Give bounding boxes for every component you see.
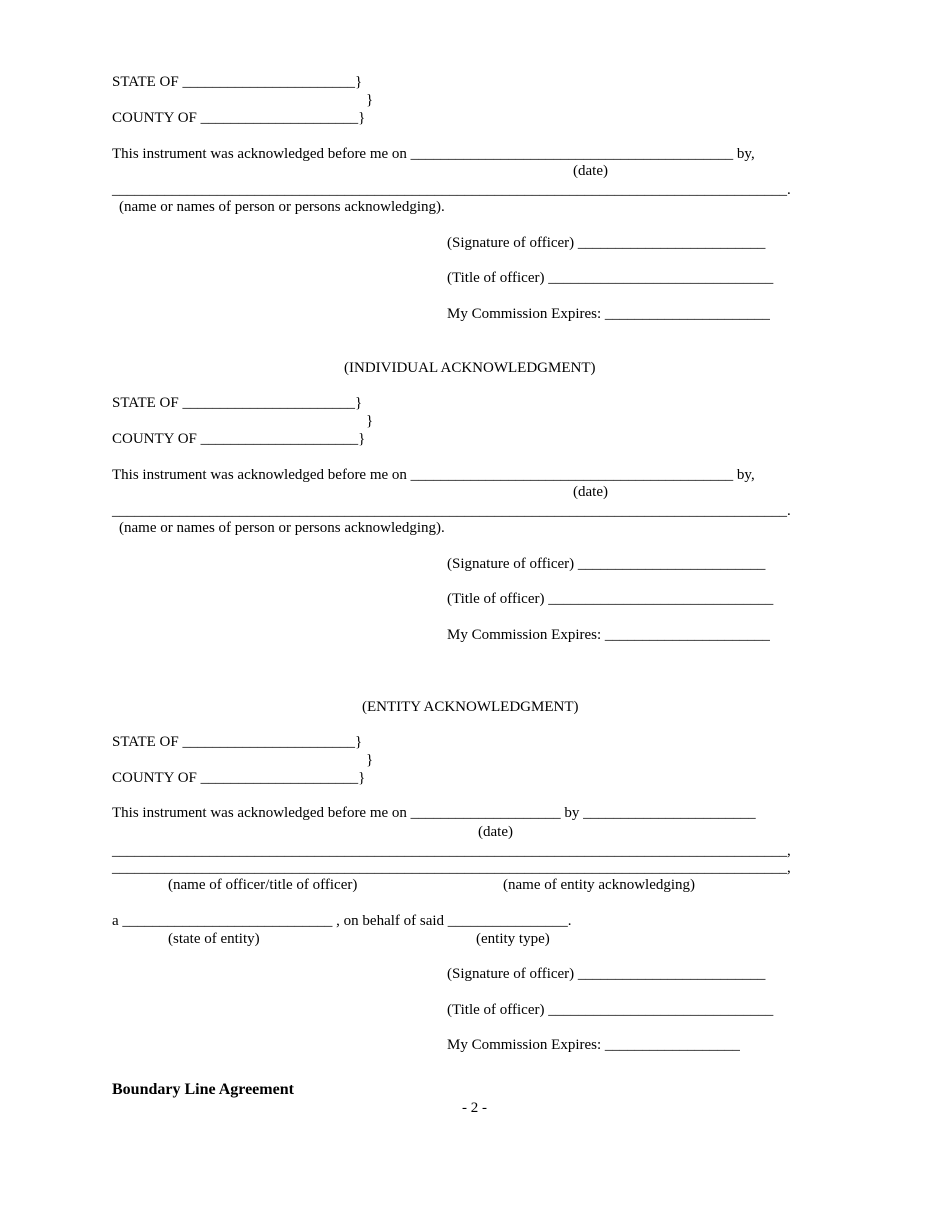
entity-type-caption: (entity type) — [476, 931, 550, 947]
state-of-field: STATE OF _______________________} — [112, 74, 363, 90]
entity-caption: (name of entity acknowledging) — [503, 877, 696, 893]
names-line: __________________________________________________________________________________________. — [112, 182, 791, 198]
title-of-officer: (Title of officer) ______________________________ — [447, 270, 774, 286]
names-line: __________________________________________________________________________________________. — [112, 503, 791, 519]
brace: } — [366, 92, 374, 108]
individual-acknowledgment-heading: (INDIVIDUAL ACKNOWLEDGMENT) — [344, 360, 596, 376]
officer-caption: (name of officer/title of officer) — [168, 877, 358, 893]
date-caption: (date) — [573, 484, 608, 500]
county-of-field: COUNTY OF _____________________} — [112, 770, 366, 786]
commission-expires: My Commission Expires: ______________________ — [447, 306, 770, 322]
names-caption: (name or names of person or persons acknowledging). — [119, 199, 445, 215]
date-caption: (date) — [573, 163, 608, 179]
entity-line: __________________________________________________________________________________________, — [112, 860, 791, 876]
acknowledgment-line: This instrument was acknowledged before me on ___________________________________________ by, — [112, 467, 755, 483]
title-of-officer: (Title of officer) ______________________________ — [447, 1002, 774, 1018]
commission-expires: My Commission Expires: __________________ — [447, 1037, 740, 1053]
signature-of-officer: (Signature of officer) _________________________ — [447, 966, 766, 982]
commission-expires: My Commission Expires: ______________________ — [447, 627, 770, 643]
acknowledgment-line: This instrument was acknowledged before me on ____________________ by _______________________ — [112, 805, 756, 821]
date-caption: (date) — [478, 824, 513, 840]
state-of-entity-caption: (state of entity) — [168, 931, 260, 947]
brace: } — [366, 752, 374, 768]
title-of-officer: (Title of officer) ______________________________ — [447, 591, 774, 607]
state-of-field: STATE OF _______________________} — [112, 734, 363, 750]
county-of-field: COUNTY OF _____________________} — [112, 431, 366, 447]
signature-of-officer: (Signature of officer) _________________________ — [447, 556, 766, 572]
acknowledgment-line: This instrument was acknowledged before me on ___________________________________________ by, — [112, 146, 755, 162]
county-of-field: COUNTY OF _____________________} — [112, 110, 366, 126]
names-caption: (name or names of person or persons acknowledging). — [119, 520, 445, 536]
page-number: - 2 - — [462, 1100, 487, 1116]
document-title: Boundary Line Agreement — [112, 1081, 294, 1098]
behalf-line: a ____________________________ , on behalf of said ________________. — [112, 913, 572, 929]
entity-acknowledgment-heading: (ENTITY ACKNOWLEDGMENT) — [362, 699, 579, 715]
brace: } — [366, 413, 374, 429]
state-of-field: STATE OF _______________________} — [112, 395, 363, 411]
officer-line: __________________________________________________________________________________________, — [112, 843, 791, 859]
signature-of-officer: (Signature of officer) _________________________ — [447, 235, 766, 251]
